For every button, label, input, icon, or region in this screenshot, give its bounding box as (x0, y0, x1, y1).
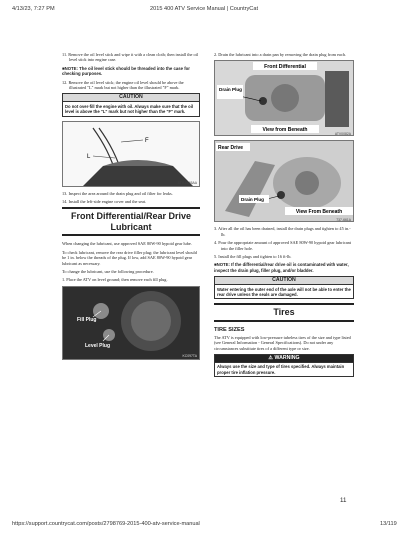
fig-label-drain-plug: Drain Plug (241, 197, 264, 203)
warning-title: ⚠ WARNING (215, 355, 353, 363)
step-11: 11. Remove the oil level stick and wipe it with a clean cloth; then install the oil level stick into engine case. (62, 52, 198, 63)
fig-label-level-plug: Level Plug (85, 342, 111, 349)
fig-caption-view-beneath: View From Beneath (295, 209, 343, 216)
step-5: 5. Install the fill plugs and tighten to 16 ft-lb. (214, 254, 292, 260)
step-4: 4. Pour the appropriate amount of approved SAE 80W-90 hypoid gear lubricant into the filler hole. (214, 240, 351, 251)
print-page-title: 2015 400 ATV Service Manual | CountryCat (150, 6, 258, 12)
figure-code: 737-661A (336, 218, 351, 223)
caution-body: Do not over-fill the engine with oil. Always make sure that the oil level is above the "L" mark but not higher than the "F" mark. (65, 103, 194, 114)
fig-label-l: L (87, 153, 91, 160)
step-14: 14. Install the left-side engine cover and the seat. (62, 199, 147, 205)
paragraph-lube-type: When changing the lubricant, use approved SAE 80W-90 hypoid gear lube. (62, 241, 192, 247)
caution-box-axle (214, 276, 354, 299)
front-differential-photo (215, 61, 354, 135)
rear-drive-photo (215, 141, 354, 221)
caution-title: CAUTION (215, 277, 353, 285)
section-title-tires: Tires (214, 303, 354, 322)
print-url[interactable]: https://support.countrycat.com/posts/2798769-2015-400-atv-service-manual (12, 521, 200, 527)
figure-front-differential (214, 60, 354, 136)
note-oil-stick: ■NOTE: The oil level stick should be threaded into the case for checking purposes. (62, 65, 190, 77)
paragraph-check-lube: To check lubricant, remove the rear drive filler plug; the lubricant level should be 1 in. below the threads of the plug. If low, add SAE 80W-90 hypoid gear lubricant as necessary. (62, 249, 197, 266)
fig-label-f: F (145, 137, 149, 144)
section-title-differential: Front Differential/Rear Drive Lubricant (62, 207, 200, 236)
paragraph-change-lube: To change the lubricant, use the following procedure. (62, 269, 154, 275)
caution-body: Water entering the outer end of the axle will not be able to enter the rear drive unless the seals are damaged. (217, 286, 351, 297)
oil-level-stick-drawing (63, 122, 200, 186)
right-column (214, 52, 354, 381)
fill-plug-photo (63, 287, 200, 359)
warning-box-tires (214, 354, 354, 377)
figure-rear-drive (214, 140, 354, 222)
fig-label-fill-plug: Fill Plug (77, 316, 97, 323)
warning-body: Always use the size and type of tires specified. Always maintain proper tire inflation pressure. (217, 364, 345, 375)
fig-caption-view-beneath: View from Beneath (262, 127, 308, 134)
figure-code: ATV-0165AA (177, 180, 197, 185)
step-13: 13. Inspect the area around the drain plug and oil filter for leaks. (62, 190, 173, 196)
step-1: 1. Place the ATV on level ground; then remove each fill plug. (62, 277, 168, 283)
caution-title: CAUTION (63, 94, 199, 102)
figure-fill-level-plugs (62, 286, 200, 360)
paragraph-tire-sizes: The ATV is equipped with low-pressure tubeless tires of the size and type listed (see General Information - General Specifications). Do not under any circumstances substitute tires of a different type or size. (214, 334, 351, 351)
left-column (62, 52, 200, 364)
figure-oil-level-stick (62, 121, 200, 187)
caution-box-oil (62, 93, 200, 116)
print-page-count: 13/119 (380, 521, 397, 527)
fig-title-front-differential: Front Differential (264, 64, 306, 71)
figure-code: ATV0082A (334, 132, 351, 137)
print-datetime: 4/13/23, 7:27 PM (12, 6, 55, 12)
subhead-tire-sizes: TIRE SIZES (214, 326, 245, 333)
fig-title-rear-drive: Rear Drive (218, 145, 244, 152)
fig-label-drain-plug: Drain Plug (219, 87, 242, 93)
figure-code: KC097TA (182, 353, 197, 358)
step-3: 3. After all the oil has been drained, install the drain plugs and tighten to 45 in.-lb. (214, 226, 351, 237)
page-number: 11 (340, 497, 347, 504)
step-12: 12. Remove the oil level stick; the engine oil level should be above the illustrated "L" mark but not higher than the illustrated "F" mark. (62, 79, 184, 91)
note-contamination: ■NOTE: If the differential/rear drive oil is contaminated with water, inspect the drain plug, filler plug, and/or bladder. (214, 262, 349, 273)
step-2: 2. Drain the lubricant into a drain pan by removing the drain plug from each. (214, 52, 346, 57)
